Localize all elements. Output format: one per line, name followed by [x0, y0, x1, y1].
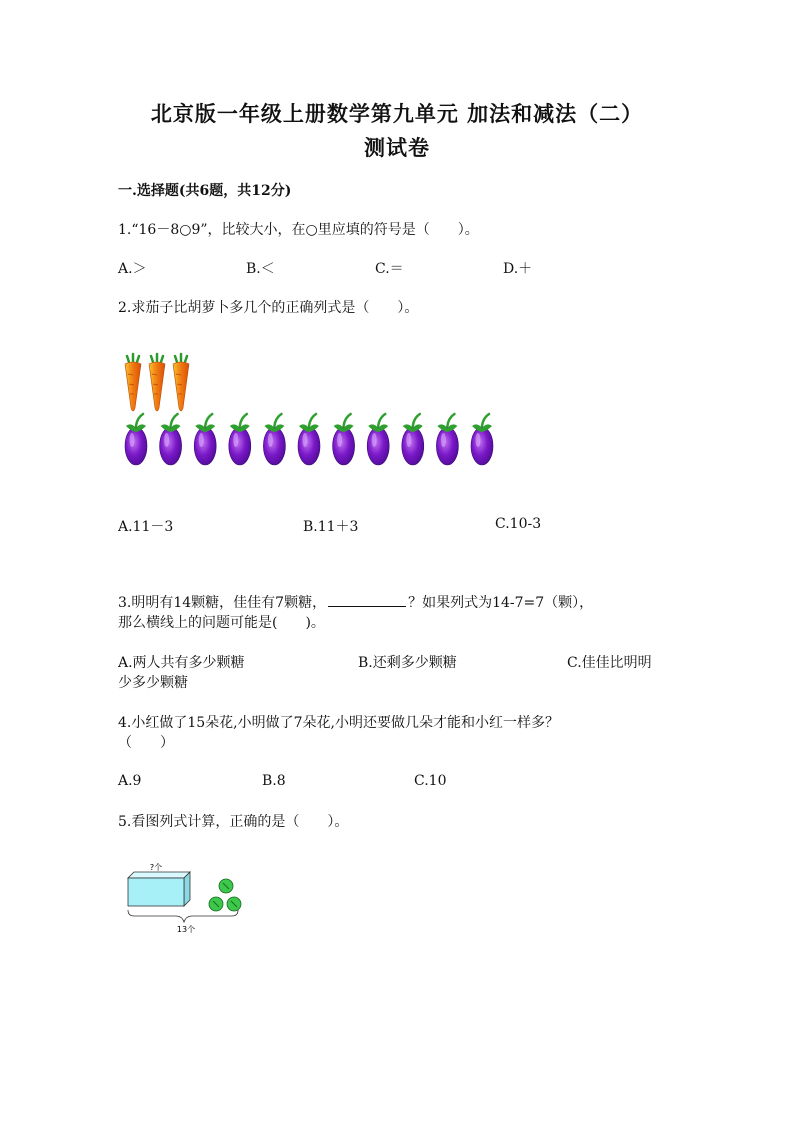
eggplant-icon — [160, 414, 182, 465]
question-1-option-a[interactable]: A.＞ — [118, 261, 147, 277]
question-1-option-d[interactable]: D.＋ — [503, 261, 533, 277]
question-3-blank[interactable] — [328, 606, 406, 607]
eggplant-icon — [125, 414, 147, 465]
carrot-icon — [173, 354, 189, 411]
question-3-option-b[interactable]: B.还剩多少颗糖 — [358, 655, 457, 671]
question-4-option-a[interactable]: A.9 — [118, 773, 142, 789]
question-2-figure — [120, 350, 520, 475]
question-4-option-c[interactable]: C.10 — [414, 773, 447, 789]
question-5-figure — [124, 862, 250, 942]
question-4-answer-paren[interactable]: （ ） — [118, 735, 174, 751]
question-1-option-c[interactable]: C.＝ — [375, 261, 404, 277]
question-1-option-b[interactable]: B.＜ — [246, 261, 275, 277]
box-front-face — [128, 878, 184, 906]
unknown-count-label: ?个 — [149, 863, 163, 872]
box-top-face — [128, 872, 190, 878]
question-2-option-a[interactable]: A.11－3 — [118, 519, 174, 535]
eggplant-icon — [298, 414, 320, 465]
section-heading: 一.选择题(共6题，共12分) — [118, 183, 292, 199]
carrot-icon — [125, 354, 141, 411]
eggplant-icon — [194, 414, 216, 465]
total-brace — [128, 910, 238, 922]
question-3-stem-line2: 那么横线上的问题可能是( )。 — [118, 615, 325, 631]
page-subtitle: 测试卷 — [364, 135, 430, 160]
eggplant-icon — [367, 414, 389, 465]
box-side-face — [184, 872, 190, 906]
question-2-stem: 2.求茄子比胡萝卜多几个的正确列式是（ ）。 — [118, 300, 419, 316]
question-3-option-c-continued: 少多少颗糖 — [118, 675, 188, 691]
page-title: 北京版一年级上册数学第九单元 加法和减法（二） — [150, 101, 644, 126]
eggplant-icon — [402, 414, 424, 465]
eggplant-icon — [229, 414, 251, 465]
eggplant-icon — [333, 414, 355, 465]
question-3-stem-part1: 3.明明有14颗糖，佳佳有7颗糖， — [118, 595, 327, 611]
question-4-option-b[interactable]: B.8 — [262, 773, 286, 789]
eggplant-icon — [263, 414, 285, 465]
question-3-stem-part2: ？如果列式为14-7=7（颗）， — [408, 595, 594, 611]
question-5-stem: 5.看图列式计算，正确的是（ ）。 — [118, 814, 349, 830]
total-count-label: 13个 — [176, 925, 196, 934]
box-and-balls-diagram — [124, 862, 250, 942]
question-2-option-b[interactable]: B.11＋3 — [303, 519, 359, 535]
ball-icon — [219, 879, 233, 893]
question-1-stem: 1.“16－8○9”，比较大小，在○里应填的符号是（ ）。 — [118, 222, 479, 238]
question-2-option-c[interactable]: C.10-3 — [495, 516, 542, 532]
question-3-stem — [118, 592, 593, 612]
question-3-option-a[interactable]: A.两人共有多少颗糖 — [118, 655, 245, 671]
question-4-stem: 4.小红做了15朵花,小明做了7朵花,小明还要做几朵才能和小红一样多？ — [118, 715, 559, 731]
ball-icon — [209, 897, 223, 911]
eggplant-icon — [471, 414, 493, 465]
eggplant-icon — [436, 414, 458, 465]
question-3-option-c[interactable]: C.佳佳比明明 — [567, 655, 652, 671]
carrot-icon — [149, 354, 165, 411]
vegetables-illustration — [120, 350, 520, 475]
ball-icon — [227, 897, 241, 911]
